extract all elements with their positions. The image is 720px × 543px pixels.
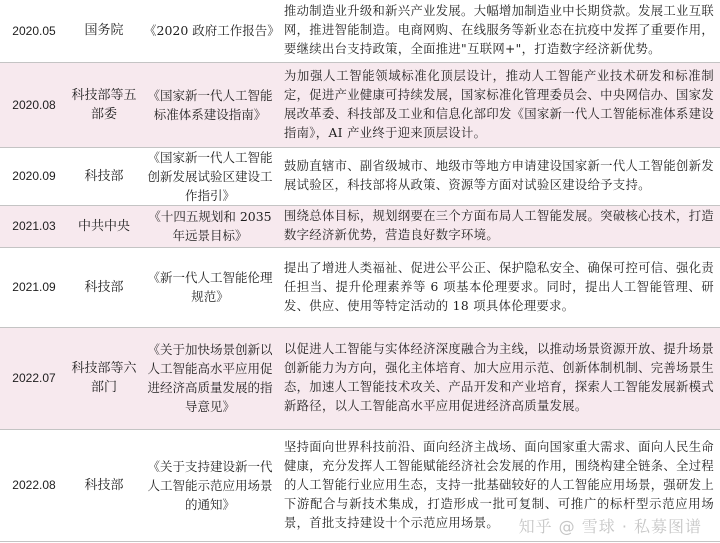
date-cell: 2020.09: [0, 147, 68, 205]
date-cell: 2022.07: [0, 327, 68, 429]
policy-title-cell: 《2020 政府工作报告》: [140, 0, 280, 62]
policy-title-cell: 《国家新一代人工智能创新发展试验区建设工作指引》: [140, 147, 280, 205]
table-row: [0, 205, 720, 247]
content-cell: 推动制造业升级和新兴产业发展。大幅增加制造业中长期贷款。发展工业互联网，推进智能制造。电商网购、在线服务等新业态在抗疫中发挥了重要作用，要继续出台支持政策，全面推进"互联网+"，打造数字经济新优势。: [280, 0, 720, 62]
content-cell: 鼓励直辖市、副省级城市、地级市等地方申请建设国家新一代人工智能创新发展试验区，科技部将从政策、资源等方面对试验区建设给予支持。: [280, 147, 720, 205]
table-row: [0, 429, 720, 541]
content-cell: 坚持面向世界科技前沿、面向经济主战场、面向国家重大需求、面向人民生命健康，充分发挥人工智能赋能经济社会发展的作用，围绕构建全链条、全过程的人工智能行业应用生态，支持一批基础较好的人工智能应用场景，强研发上下游配合与新技术集成，打造形成一批可复制、可推广的标杆型示范应用场景，首批支持建设十个示范应用场景。: [280, 429, 720, 541]
issuer-cell: 科技部等六部门: [68, 327, 140, 429]
table-row: [0, 0, 720, 62]
content-cell: 为加强人工智能领域标准化顶层设计，推动人工智能产业技术研发和标准制定，促进产业健康可持续发展，国家标准化管理委员会、中央网信办、国家发展改革委、科技部及工业和信息化部印发《国家新一代人工智能标准体系建设指南》，AI 产业终于迎来顶层设计。: [280, 62, 720, 147]
table-row: [0, 62, 720, 147]
date-cell: 2021.03: [0, 205, 68, 247]
watermark: 知乎 @ 雪球 · 私募图谱: [518, 517, 702, 536]
date-cell: 2022.08: [0, 429, 68, 541]
issuer-cell: 科技部: [68, 429, 140, 541]
policy-title-cell: 《国家新一代人工智能标准体系建设指南》: [140, 62, 280, 147]
policy-title-cell: 《十四五规划和 2035 年远景目标》: [140, 205, 280, 247]
issuer-cell: 科技部: [68, 147, 140, 205]
policy-title-cell: 《关于支持建设新一代人工智能示范应用场景的通知》: [140, 429, 280, 541]
date-cell: 2020.08: [0, 62, 68, 147]
content-cell: 围绕总体目标，规划纲要在三个方面布局人工智能发展。突破核心技术，打造数字经济新优势，营造良好数字环境。: [280, 205, 720, 247]
date-cell: 2021.09: [0, 247, 68, 327]
date-cell: 2020.05: [0, 0, 68, 62]
content-cell: 以促进人工智能与实体经济深度融合为主线，以推动场景资源开放、提升场景创新能力为方向，强化主体培育、加大应用示范、创新体制机制、完善场景生态，加速人工智能技术攻关、产品开发和产业培育，探索人工智能发展新模式新路径，以人工智能高水平应用促进经济高质量发展。: [280, 327, 720, 429]
table-row: [0, 147, 720, 205]
table-row: [0, 247, 720, 327]
issuer-cell: 中共中央: [68, 205, 140, 247]
issuer-cell: 科技部: [68, 247, 140, 327]
content-cell: 提出了增进人类福祉、促进公平公正、保护隐私安全、确保可控可信、强化责任担当、提升伦理素养等 6 项基本伦理要求。同时，提出人工智能管理、研发、供应、使用等特定活动的 18 项具体伦理要求。: [280, 247, 720, 327]
policy-title-cell: 《新一代人工智能伦理规范》: [140, 247, 280, 327]
issuer-cell: 国务院: [68, 0, 140, 62]
table-row: [0, 327, 720, 429]
issuer-cell: 科技部等五部委: [68, 62, 140, 147]
policy-title-cell: 《关于加快场景创新以人工智能高水平应用促进经济高质量发展的指导意见》: [140, 327, 280, 429]
